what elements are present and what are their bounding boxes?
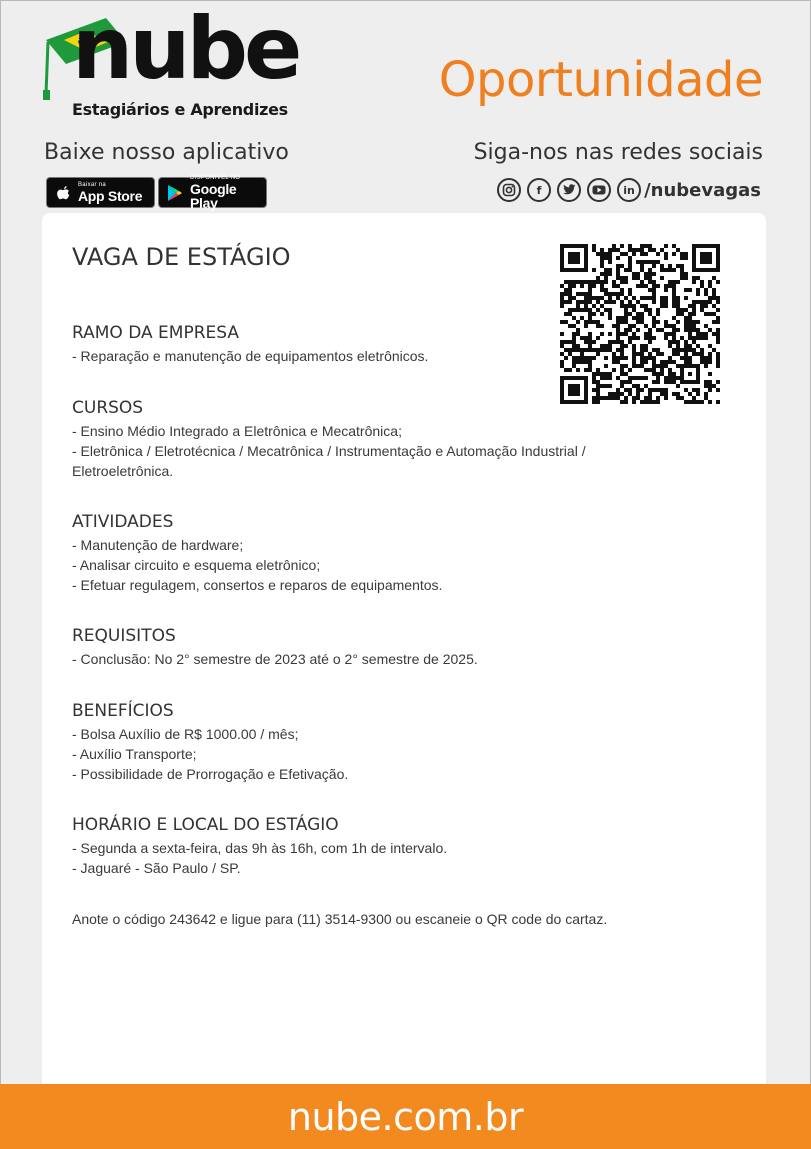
section-line: - Conclusão: No 2° semestre de 2023 até o 2° semestre de 2025. xyxy=(72,651,478,667)
app-download-label: Baixe nosso aplicativo xyxy=(44,140,289,165)
section-line: - Possibilidade de Prorrogação e Efetivação. xyxy=(72,766,349,782)
section-title: HORÁRIO E LOCAL DO ESTÁGIO xyxy=(72,815,339,835)
social-links xyxy=(491,178,761,202)
section-title: CURSOS xyxy=(72,398,144,418)
section-requisitos xyxy=(72,626,712,669)
section-ramo-da-empresa xyxy=(72,323,712,366)
contact-note: Anote o código 243642 e ligue para (11) 3514-9300 ou escaneie o QR code do cartaz. xyxy=(72,911,608,927)
section-horario-e-local xyxy=(72,815,712,878)
section-line: - Ensino Médio Integrado a Eletrônica e Mecatrônica; xyxy=(72,423,402,439)
facebook-icon[interactable]: f xyxy=(527,178,551,202)
app-store-small-text: Baixar na xyxy=(78,182,107,188)
app-store-button[interactable] xyxy=(46,177,155,208)
section-line: - Bolsa Auxílio de R$ 1000.00 / mês; xyxy=(72,726,299,742)
logo-wordmark: nube xyxy=(72,0,299,99)
section-line: - Eletrônica / Eletrotécnica / Mecatrônica / Instrumentação e Automação Industrial / xyxy=(72,443,586,459)
google-play-small-text: DISPONÍVEL NO xyxy=(190,175,241,181)
section-line: - Efetuar regulagem, consertos e reparos de equipamentos. xyxy=(72,577,443,593)
headline: Oportunidade xyxy=(438,52,763,108)
section-line: - Reparação e manutenção de equipamentos eletrônicos. xyxy=(72,348,429,364)
section-line: - Segunda a sexta-feira, das 9h às 16h, com 1h de intervalo. xyxy=(72,840,448,856)
section-cursos xyxy=(72,398,712,481)
section-atividades xyxy=(72,512,712,595)
section-title: BENEFÍCIOS xyxy=(72,701,174,721)
google-play-icon xyxy=(165,183,185,203)
instagram-icon[interactable] xyxy=(497,178,521,202)
nube-logo[interactable] xyxy=(42,0,302,127)
app-store-big-text: App Store xyxy=(78,188,143,204)
section-line: - Auxílio Transporte; xyxy=(72,746,197,762)
social-handle[interactable]: /nubevagas xyxy=(644,179,761,201)
google-play-big-text: Google Play xyxy=(190,181,237,211)
site-url-link[interactable]: nube.com.br xyxy=(287,1094,524,1139)
section-title: RAMO DA EMPRESA xyxy=(72,323,239,343)
youtube-icon[interactable] xyxy=(587,178,611,202)
section-line: Eletroeletrônica. xyxy=(72,463,174,479)
job-title: VAGA DE ESTÁGIO xyxy=(72,243,291,271)
twitter-icon[interactable] xyxy=(557,178,581,202)
section-title: REQUISITOS xyxy=(72,626,176,646)
apple-icon xyxy=(53,183,73,203)
social-follow-label: Siga-nos nas redes sociais xyxy=(473,140,763,165)
footer-bar xyxy=(0,1084,811,1149)
job-card xyxy=(42,213,766,1093)
section-line: - Manutenção de hardware; xyxy=(72,537,244,553)
logo-tagline: Estagiários e Aprendizes xyxy=(72,100,288,119)
section-line: - Analisar circuito e esquema eletrônico; xyxy=(72,557,321,573)
google-play-button[interactable] xyxy=(158,175,267,211)
section-beneficios xyxy=(72,701,712,784)
linkedin-icon[interactable]: in xyxy=(617,178,641,202)
section-title: ATIVIDADES xyxy=(72,512,174,532)
section-line: - Jaguaré - São Paulo / SP. xyxy=(72,860,241,876)
